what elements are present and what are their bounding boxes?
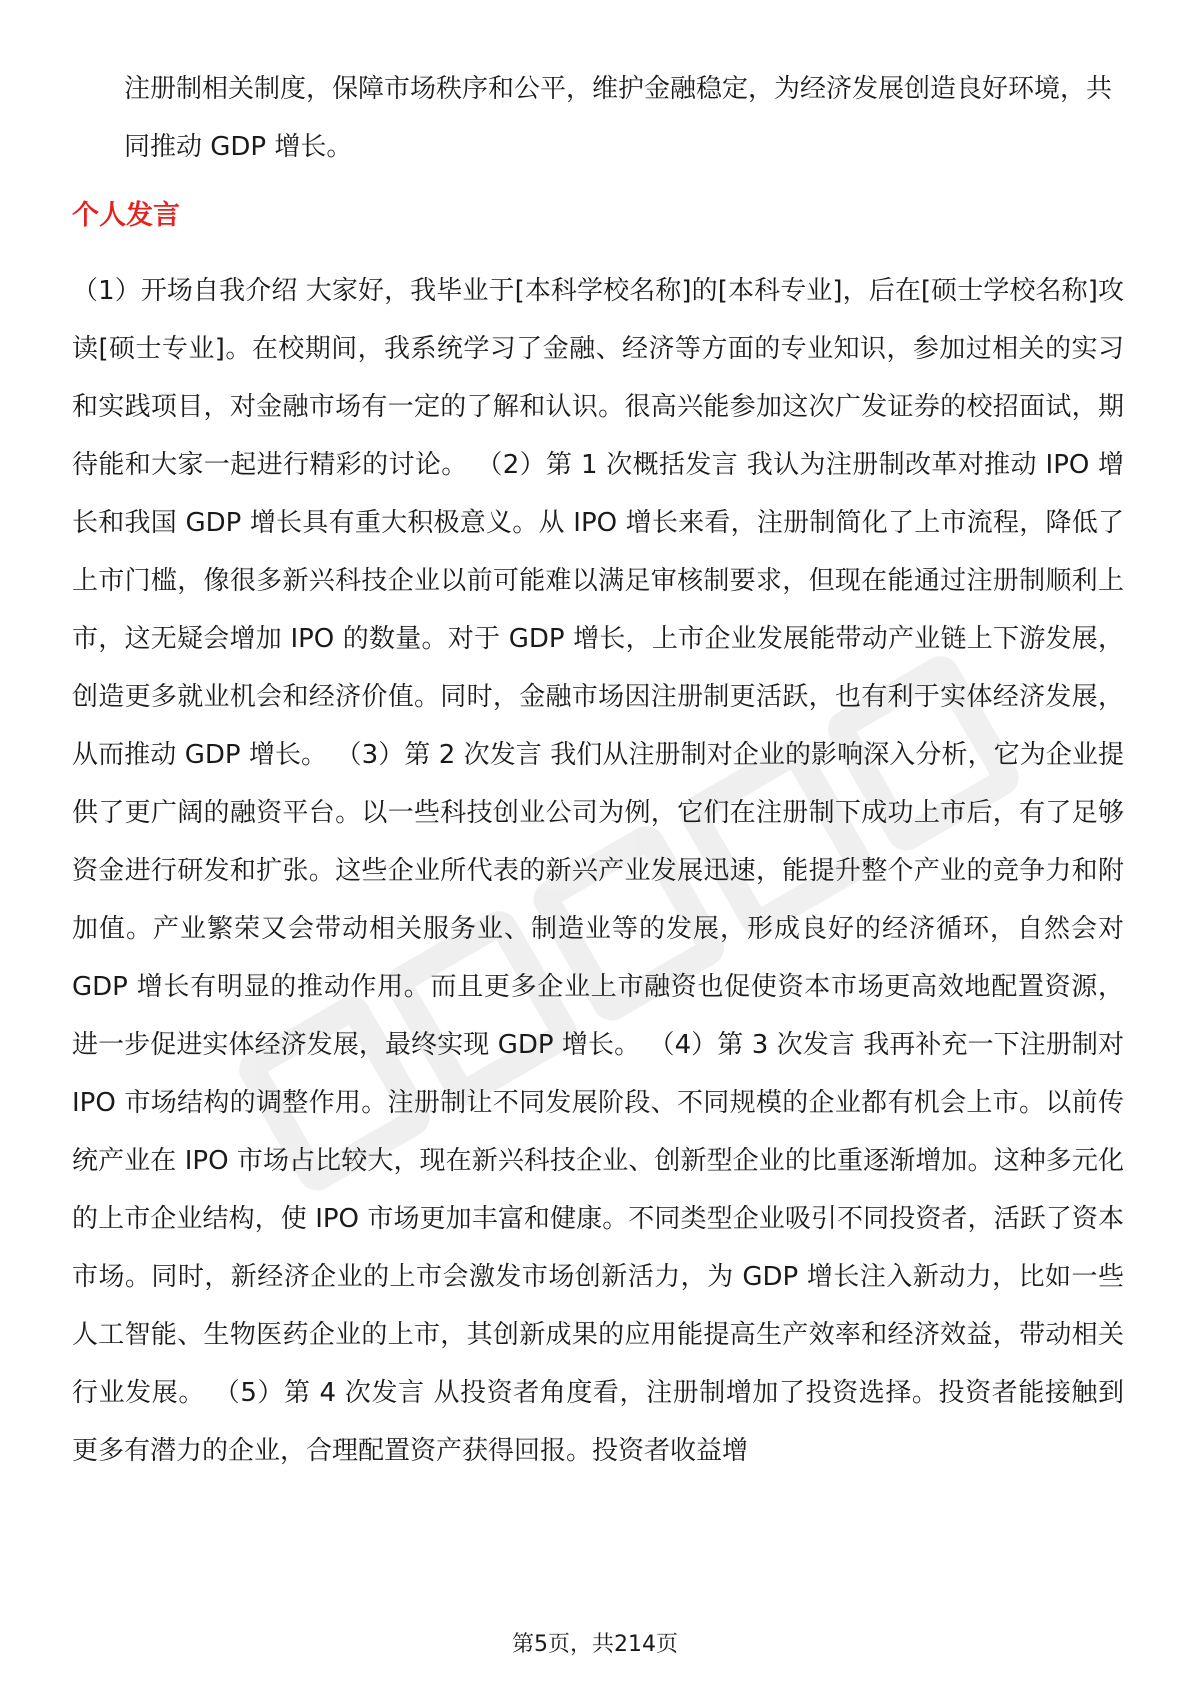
page-footer: 第5页，共214页 (512, 1632, 678, 1657)
section-heading: 个人发言 (72, 200, 180, 231)
intro-paragraph: 注册制相关制度，保障市场秩序和公平，维护金融稳定，为经济发展创造良好环境，共同推动 GDP 增长。 (124, 74, 1113, 162)
body-paragraph: （1）开场自我介绍 大家好，我毕业于[本科学校名称]的[本科专业]，后在[硕士学校名称]攻读[硕士专业]。在校期间，我系统学习了金融、经济等方面的专业知识，参加过相关的实习和实践项目，对金融市场有一定的了解和认识。很高兴能参加这次广发证券的校招面试，期待能和大家一起进行精彩的讨论。 （2）第 1 次概括发言 我认为注册制改革对推动 IPO 增长和我国 GDP 增长具有重大积极意义。从 IPO 增长来看，注册制简化了上市流程，降低了上市门槛，像很多新兴科技企业以前可能难以满足审核制要求，但现在能通过注册制顺利上市，这无疑会增加 IPO 的数量。对于 GDP 增长，上市企业发展能带动产业链上下游发展，创造更多就业机会和经济价值。同时，金融市场因注册制更活跃，也有利于实体经济发展，从而推动 GDP 增长。 （3）第 2 次发言 我们从注册制对企业的影响深入分析，它为企业提供了更广阔的融资平台。以一些科技创业公司为例，它们在注册制下成功上市后，有了足够资金进行研发和扩张。这些企业所代表的新兴产业发展迅速，能提升整个产业的竞争力和附加值。产业繁荣又会带动相关服务业、制造业等的发展，形成良好的经济循环，自然会对 GDP 增长有明显的推动作用。而且更多企业上市融资也促使资本市场更高效地配置资源，进一步促进实体经济发展，最终实现 GDP 增长。 （4）第 3 次发言 我再补充一下注册制对 IPO 市场结构的调整作用。注册制让不同发展阶段、不同规模的企业都有机会上市。以前传统产业在 IPO 市场占比较大，现在新兴科技企业、创新型企业的比重逐渐增加。这种多元化的上市企业结构，使 IPO 市场更加丰富和健康。不同类型企业吸引不同投资者，活跃了资本市场。同时，新经济企业的上市会激发市场创新活力，为 GDP 增长注入新动力，比如一些人工智能、生物医药企业的上市，其创新成果的应用能提高生产效率和经济效益，带动相关行业发展。 （5）第 4 次发言 从投资者角度看，注册制增加了投资选择。投资者能接触到更多有潜力的企业，合理配置资产获得回报。投资者收益增 (72, 276, 1124, 1466)
